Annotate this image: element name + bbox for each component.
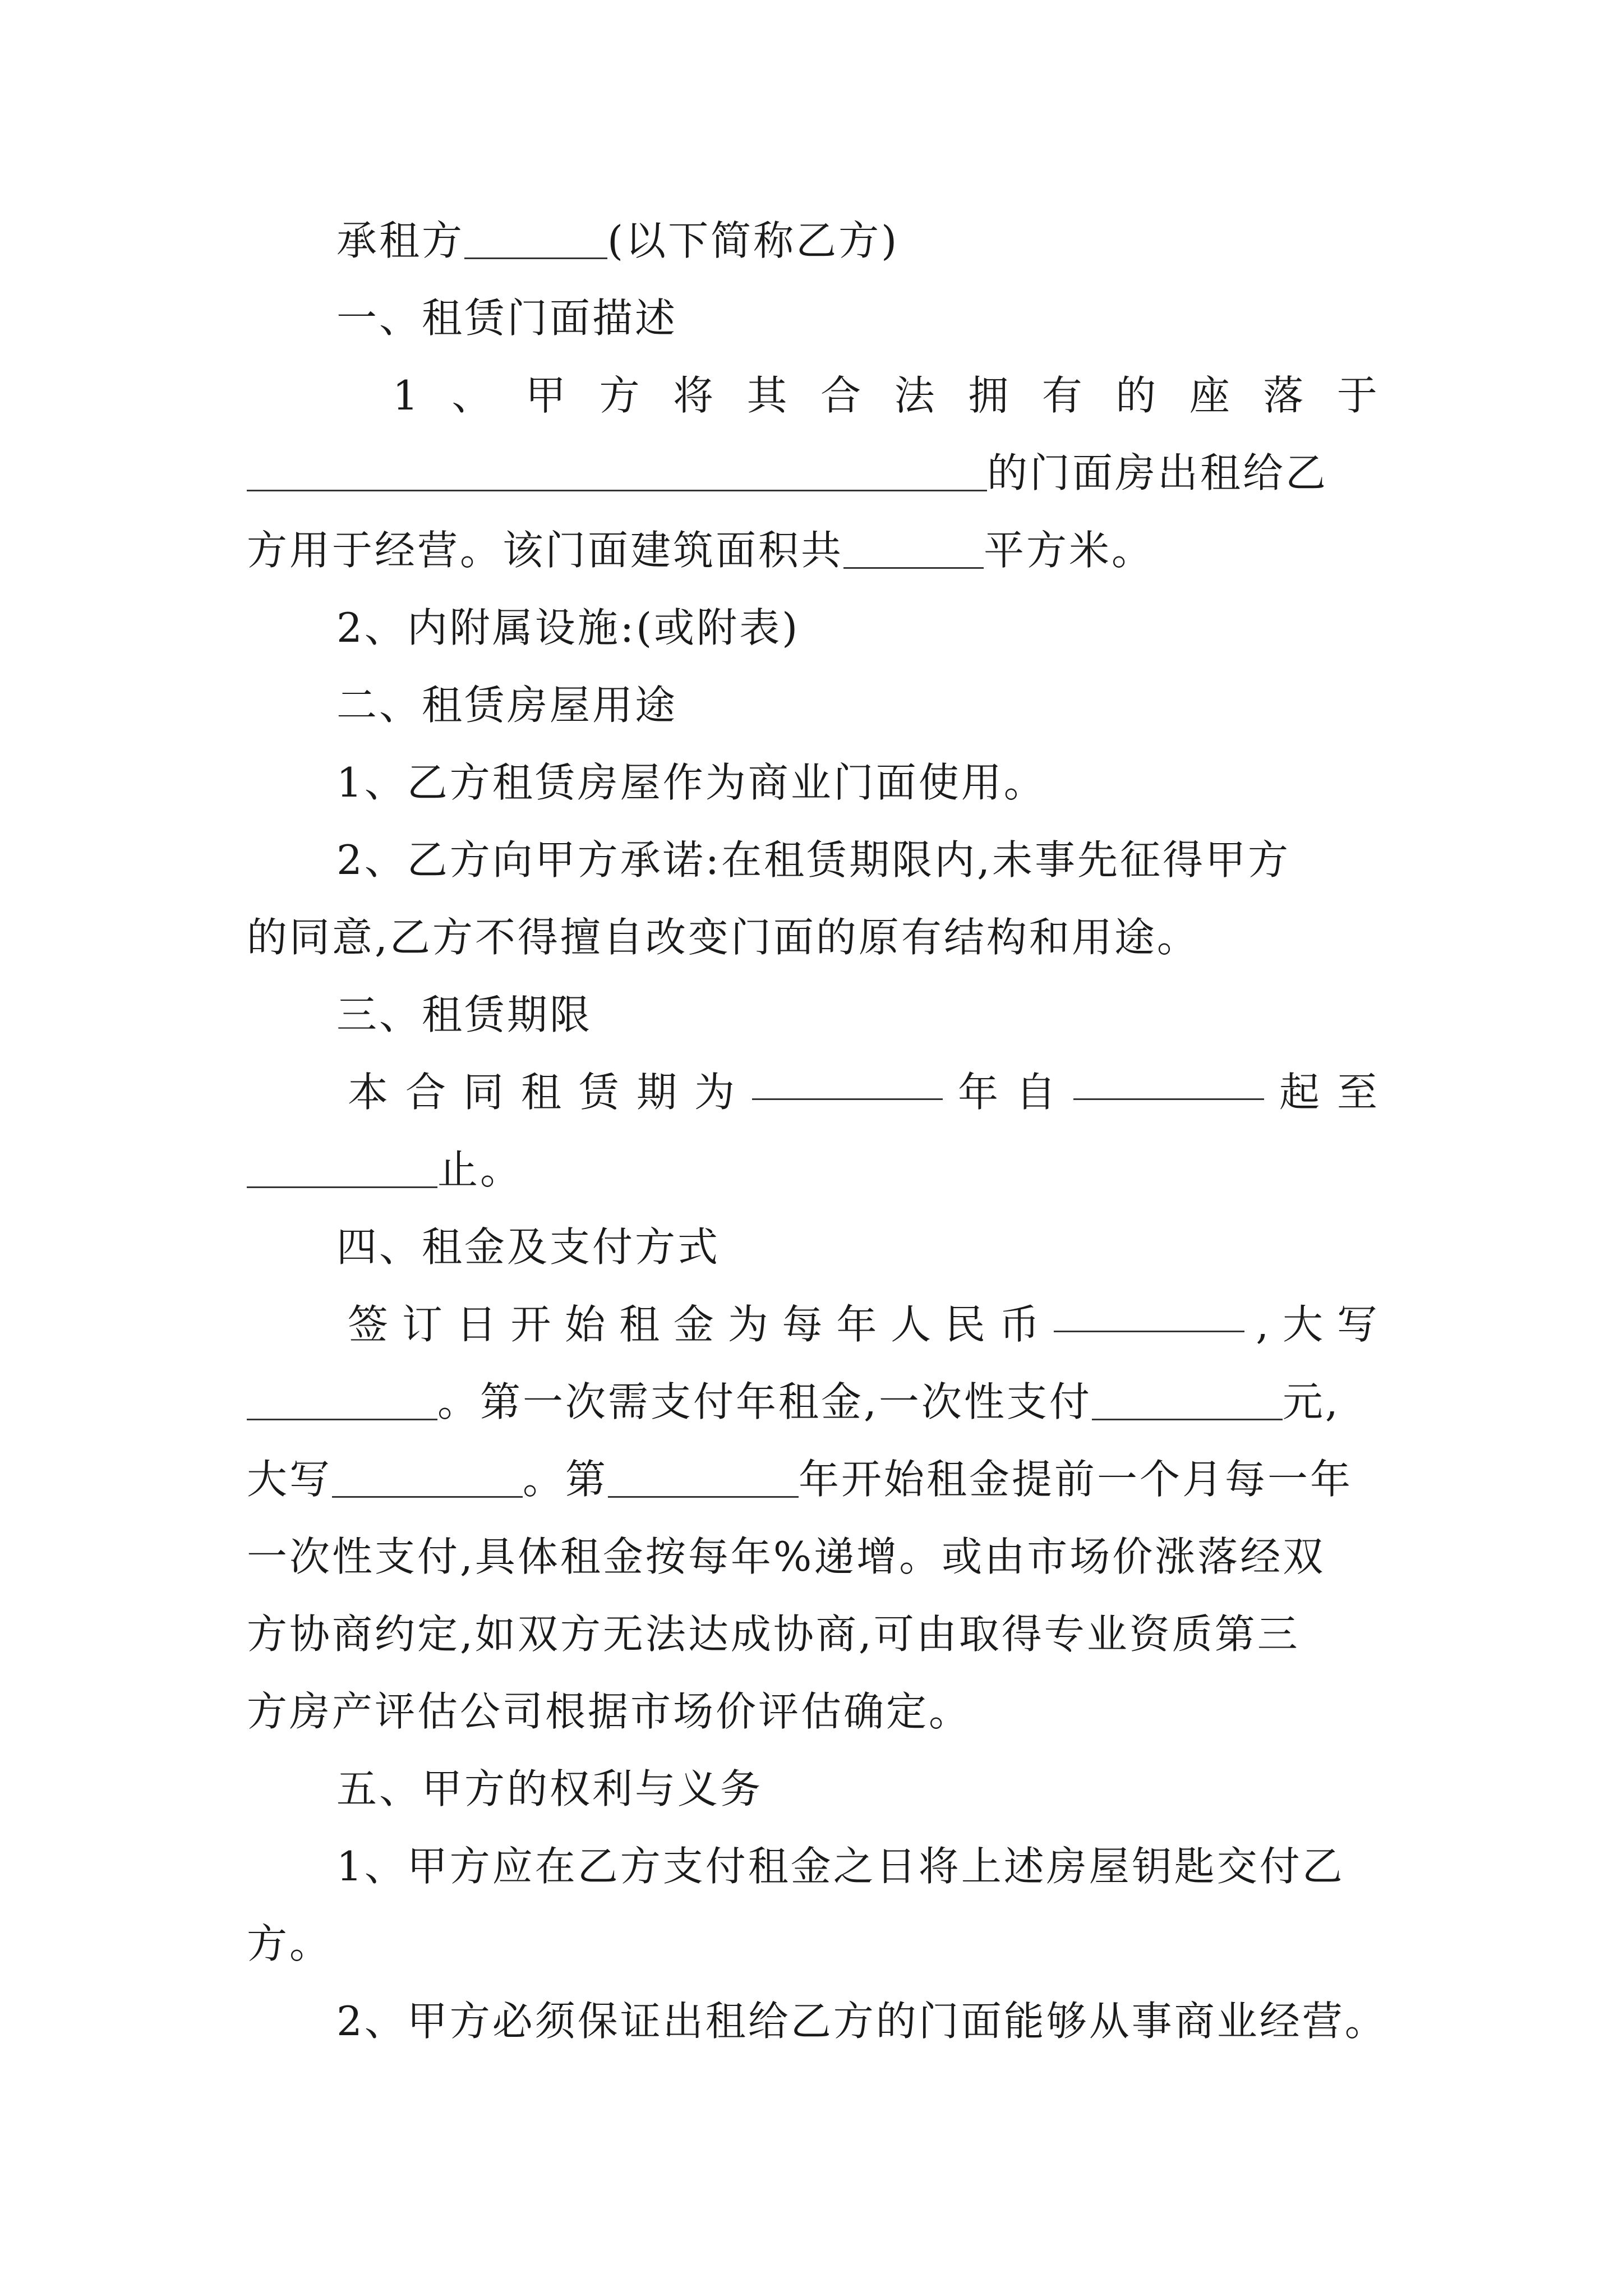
s2-item2-line1: 2、乙方向甲方承诺:在租赁期限内,未事先征得甲方 <box>336 836 1290 884</box>
s3-lead-char: 赁 <box>579 1069 622 1116</box>
s4-line1 <box>247 1286 1380 1363</box>
s1-item1-lead-char: 拥 <box>968 372 1011 419</box>
s3-to-char: 至 <box>1336 1069 1380 1116</box>
s1-item1-lead-char: 落 <box>1263 372 1306 419</box>
s1-item1-line2-text: 的门面房出租给乙 <box>987 449 1329 496</box>
s4-line2 <box>247 1363 1380 1441</box>
s4-lead-char: 为 <box>727 1301 771 1348</box>
s4-lead-char: 每 <box>782 1301 825 1348</box>
s4-line3-label: 大写 <box>247 1456 333 1503</box>
s1-item1-lead-char: 座 <box>1189 372 1232 419</box>
s5-item1-line2: 方。 <box>247 1920 333 1967</box>
section-4-title: 四、租金及支付方式 <box>336 1223 721 1271</box>
s3-lead-char: 同 <box>463 1069 506 1116</box>
s4-line3-text: 年开始租金提前一个月每一年 <box>799 1456 1353 1503</box>
lease-years-blank[interactable] <box>752 1058 943 1100</box>
s1-item1-lead-char: 于 <box>1336 372 1380 419</box>
s3-line1 <box>247 1053 1380 1131</box>
s4-lead-char: 日 <box>456 1301 499 1348</box>
lease-from-label: 自 <box>1015 1069 1058 1116</box>
s1-item1-line2 <box>247 434 1380 512</box>
s1-item1-lead-char: 方 <box>599 372 642 419</box>
s4-lead-char: 始 <box>565 1301 608 1348</box>
year-number-blank[interactable] <box>608 1456 799 1498</box>
s1-item2: 2、内附属设施:(或附表) <box>336 604 800 651</box>
s1-item1-line3-text: 方用于经营。该门面建筑面积共 <box>247 527 844 574</box>
s4-line2-unit: 元, <box>1282 1378 1340 1425</box>
s2-item2-line2: 的同意,乙方不得擅自改变门面的原有结构和用途。 <box>247 914 1200 961</box>
property-location-blank[interactable] <box>247 449 987 491</box>
s5-item2: 2、甲方必须保证出租给乙方的门面能够从事商业经营。 <box>336 1998 1387 2045</box>
first-payment-capital-blank[interactable] <box>332 1456 523 1498</box>
s4-line5: 方协商约定,如双方无法达成协商,可由取得专业资质第三 <box>247 1611 1300 1658</box>
s4-lead-char: 开 <box>510 1301 554 1348</box>
s1-item1-line1 <box>247 357 1380 434</box>
s4-lead-char: 人 <box>891 1301 934 1348</box>
s2-item1: 1、乙方租赁房屋作为商业门面使用。 <box>336 759 1046 806</box>
s1-item1-lead-char: 的 <box>1115 372 1159 419</box>
s1-item1-lead-char: 法 <box>894 372 937 419</box>
section-1-title: 一、租赁门面描述 <box>336 295 678 342</box>
s1-item1-lead-char: 、 <box>451 372 495 419</box>
lessee-name-blank[interactable] <box>464 217 607 259</box>
s3-to-char: 起 <box>1279 1069 1322 1116</box>
s4-lead-char: 年 <box>836 1301 879 1348</box>
s4-line2-text: 。第一次需支付年租金,一次性支付 <box>437 1378 1092 1425</box>
s4-lead-char: 签 <box>348 1301 391 1348</box>
s3-lead-char: 期 <box>637 1069 680 1116</box>
s1-item1-line3 <box>247 512 1380 589</box>
s1-item1-lead-char: 1 <box>393 372 421 419</box>
lessee-line <box>247 202 1380 279</box>
first-payment-blank[interactable] <box>1092 1378 1283 1420</box>
rent-capital-blank[interactable] <box>247 1378 437 1420</box>
s4-lead-char: 民 <box>944 1301 988 1348</box>
s1-item1-lead-char: 有 <box>1041 372 1085 419</box>
lease-start-blank[interactable] <box>1073 1058 1264 1100</box>
contract-page <box>247 202 1387 2060</box>
section-2-title: 二、租赁房屋用途 <box>336 682 678 729</box>
s4-lead-char: 金 <box>673 1301 716 1348</box>
s4-line3 <box>247 1441 1380 1518</box>
s1-item1-lead-char: 其 <box>746 372 790 419</box>
lease-years-unit: 年 <box>957 1069 1000 1116</box>
s4-daxie-char: 大 <box>1283 1301 1326 1348</box>
section-3-title: 三、租赁期限 <box>336 991 593 1038</box>
s4-daxie-char: 写 <box>1336 1301 1380 1348</box>
s4-line6: 方房产评估公司根据市场价评估确定。 <box>247 1688 972 1735</box>
s3-lead-char: 合 <box>405 1069 449 1116</box>
s3-lead-char: 租 <box>521 1069 564 1116</box>
lessee-label: 承租方 <box>336 217 465 264</box>
s4-line3-mid: 。第 <box>523 1456 608 1503</box>
s4-lead-char: 租 <box>619 1301 662 1348</box>
s1-item1-lead-char: 甲 <box>525 372 568 419</box>
s1-item1-lead-char: 将 <box>672 372 716 419</box>
s3-line2 <box>247 1131 1380 1208</box>
section-5-title: 五、甲方的权利与义务 <box>336 1765 763 1812</box>
lessee-alias: (以下简称乙方) <box>607 217 900 264</box>
s3-lead-char: 本 <box>348 1069 391 1116</box>
s5-item1-line1: 1、甲方应在乙方支付租金之日将上述房屋钥匙交付乙 <box>336 1843 1345 1890</box>
lease-end-blank[interactable] <box>247 1146 437 1188</box>
annual-rent-blank[interactable] <box>1054 1290 1244 1332</box>
area-blank[interactable] <box>843 527 984 569</box>
s4-lead-char: 订 <box>402 1301 445 1348</box>
s4-lead-char: 币 <box>999 1301 1042 1348</box>
s1-item1-lead-char: 合 <box>820 372 864 419</box>
lease-end-suffix: 止。 <box>437 1146 523 1193</box>
area-unit: 平方米。 <box>984 527 1155 574</box>
s4-line4: 一次性支付,具体租金按每年%递增。或由市场价涨落经双 <box>247 1533 1326 1580</box>
s3-lead-char: 为 <box>694 1069 737 1116</box>
s4-comma: , <box>1256 1301 1271 1348</box>
